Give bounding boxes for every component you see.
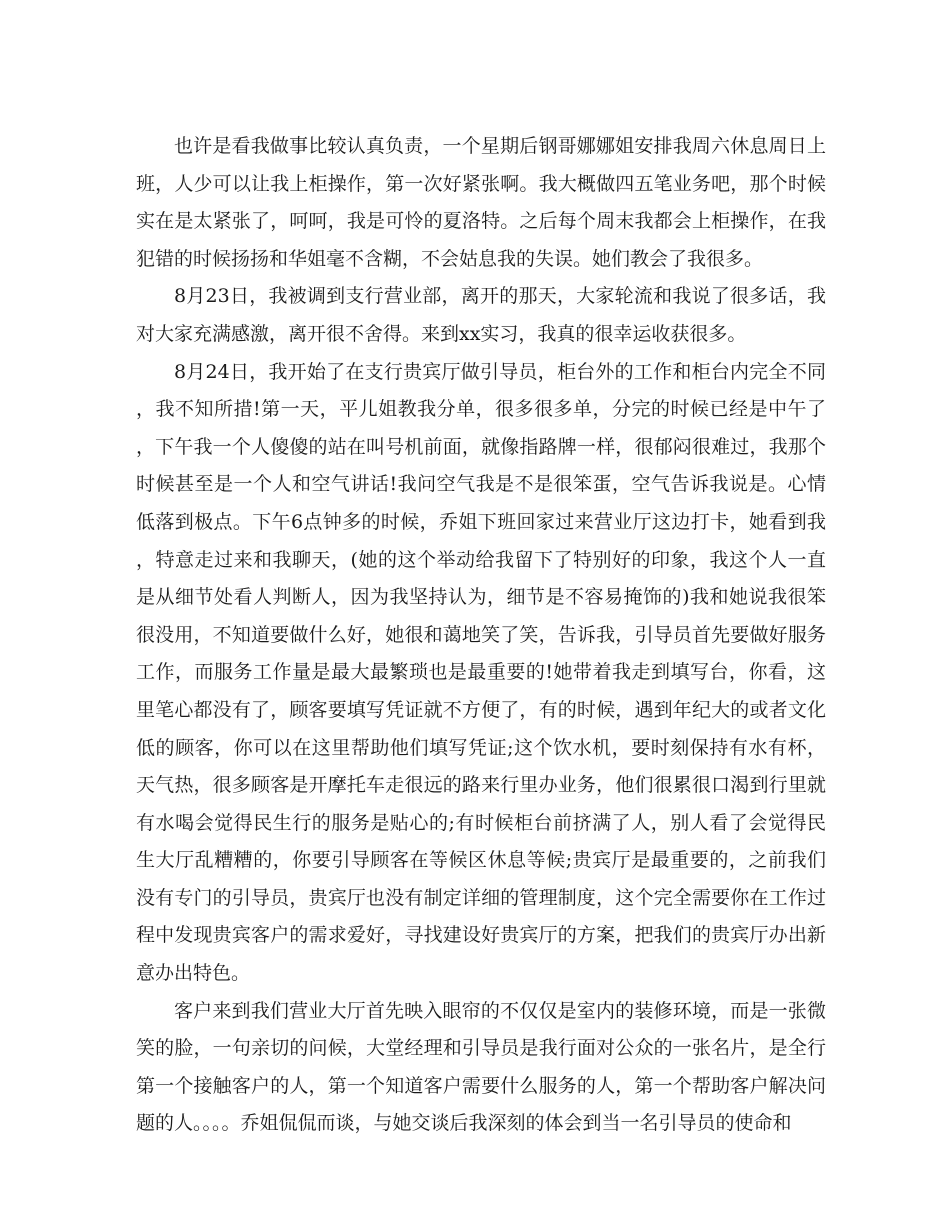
paragraph-transfer: 8月23日，我被调到支行营业部，离开的那天，大家轮流和我说了很多话，我对大家充满感激，离开很不舍得。来到xx实习，我真的很幸运收获很多。 [136,285,826,345]
document-body [136,128,826,1143]
paragraph-weekend-counter: 也许是看我做事比较认真负责，一个星期后钢哥娜娜姐安排我周六休息周日上班，人少可以让我上柜操作，第一次好紧张啊。我大概做四五笔业务吧，那个时候实在是太紧张了，呵呵，我是可怜的夏洛特。之后每个周末我都会上柜操作，在我犯错的时候扬扬和华姐毫不含糊，不会姑息我的失误。她们教会了我很多。 [136,135,826,270]
paragraph-customer-first: 客户来到我们营业大厅首先映入眼帘的不仅仅是室内的装修环境，而是一张微笑的脸，一句亲切的问候，大堂经理和引导员是我行面对公众的一张名片，是全行第一个接触客户的人，第一个知道客户需要什么服务的人，第一个帮助客户解决问题的人。。。。乔姐侃侃而谈，与她交谈后我深刻的体会到当一名引导员的使命和 [136,999,826,1135]
paragraph-guide-start: 8月24日，我开始了在支行贵宾厅做引导员，柜台外的工作和柜台内完全不同，我不知所措!第一天，平儿姐教我分单，很多很多单，分完的时候已经是中午了，下午我一个人傻傻的站在叫号机前面，就像指路牌一样，很郁闷很难过，我那个时候甚至是一个人和空气讲话!我问空气我是不是很笨蛋，空气告诉我说是。心情低落到极点。下午6点钟多的时候，乔姐下班回家过来营业厅这边打卡，她看到我，特意走过来和我聊天，(她的这个举动给我留下了特别好的印象，我这个人一直是从细节处看人判断人，因为我坚持认为，细节是不容易掩饰的)我和她说我很笨很没用，不知道要做什么好，她很和蔼地笑了笑，告诉我，引导员首先要做好服务工作，而服务工作量是最大最繁琐也是最重要的!她带着我走到填写台，你看，这里笔心都没有了，顾客要填写凭证就不方便了，有的时候，遇到年纪大的或者文化低的顾客，你可以在这里帮助他们填写凭证;这个饮水机，要时刻保持有水有杯，天气热，很多顾客是开摩托车走很远的路来行里办业务，他们很累很口渴到行里就有水喝会觉得民生行的服务是贴心的;有时候柜台前挤满了人，别人看了会觉得民生大厅乱糟糟的，你要引导顾客在等候区休息等候;贵宾厅是最重要的，之前我们没有专门的引导员，贵宾厅也没有制定详细的管理制度，这个完全需要你在工作过程中发现贵宾客户的需求爱好，寻找建设好贵宾厅的方案，把我们的贵宾厅办出新意办出特色。 [136,360,826,985]
